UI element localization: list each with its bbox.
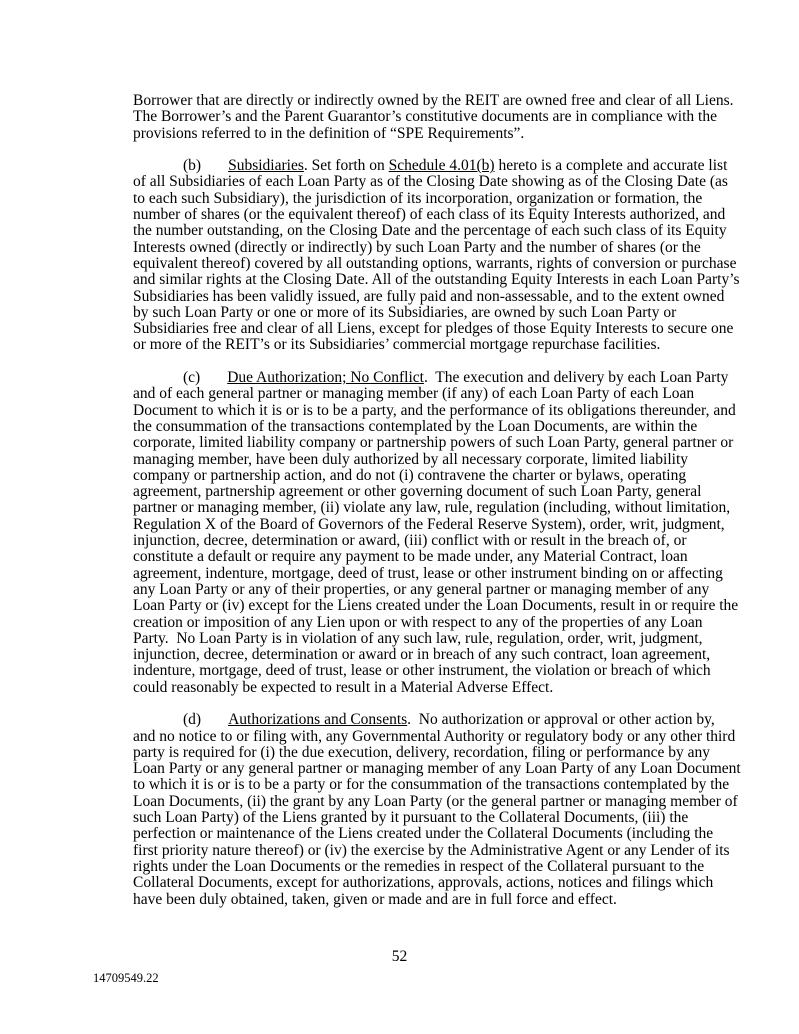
text-line: Document to which it is or is to be a party, and the performance of its obligations thereunder, and <box>133 401 736 419</box>
text-line: could reasonably be expected to result in a Material Adverse Effect. <box>133 678 554 696</box>
text-line: and of each general partner or managing member (if any) of each Loan Party of each Loan <box>133 385 695 403</box>
text-line: injunction, decree, determination or award, (iii) conflict with or result in the breach of, or <box>133 532 687 550</box>
document-reference-number: 14709549.22 <box>93 971 159 985</box>
text-line: (c) Due Authorization; No Conflict. The execution and delivery by each Loan Party <box>183 369 729 387</box>
text-line: and no notice to or filing with, any Governmental Authority or regulatory body or any other third <box>133 727 736 745</box>
text-line: indenture, mortgage, deed of trust, lease or other instrument, the violation or breach of which <box>133 662 711 680</box>
text-line: Interests owned (directly or indirectly) by such Loan Party and the number of shares (or the <box>133 238 701 256</box>
paragraph-subsection-b <box>133 157 740 354</box>
text-line: number of shares (or the equivalent thereof) of each class of its Equity Interests authorized, and <box>133 206 726 224</box>
text-line: partner or managing member, (ii) violate any law, rule, regulation (including, without limitation, <box>133 499 731 517</box>
text-line: the number outstanding, on the Closing Date and the percentage of each such class of its Equity <box>133 222 727 240</box>
text-line: have been duly obtained, taken, given or made and are in full force and effect. <box>133 890 617 908</box>
text-line: the consummation of the transactions contemplated by the Loan Documents, are within the <box>133 417 698 435</box>
text-line: Loan Party or any general partner or managing member of any Loan Party of any Loan Document <box>133 760 741 778</box>
paragraph-continuation <box>133 92 734 142</box>
text-line: to each such Subsidiary), the jurisdiction of its incorporation, organization or formation, the <box>133 189 703 207</box>
text-line: (d) Authorizations and Consents. No authorization or approval or other action by, <box>183 711 715 729</box>
text-line: any Loan Party or any of their properties, or any general partner or managing member of any <box>133 580 710 598</box>
text-line: Party. No Loan Party is in violation of any such law, rule, regulation, order, writ, judgment, <box>133 629 703 647</box>
text-line: constitute a default or require any payment to be made under, any Material Contract, loan <box>133 548 688 566</box>
document-body <box>133 92 741 924</box>
paragraph-subsection-c <box>133 369 739 696</box>
text-line: agreement, partnership agreement or other governing document of such Loan Party, general <box>133 483 702 501</box>
text-line: Loan Party or (iv) except for the Liens created under the Loan Documents, result in or require the <box>133 597 739 615</box>
text-line: injunction, decree, determination or award or in breach of any such contract, loan agreement, <box>133 646 711 664</box>
text-line: Subsidiaries free and clear of all Liens, except for pledges of those Equity Interests to secure one <box>133 320 734 338</box>
text-line: corporate, limited liability company or partnership powers of such Loan Party, general partner or <box>133 434 734 452</box>
text-line: and similar rights at the Closing Date. All of the outstanding Equity Interests in each Loan Party’s <box>133 271 740 289</box>
text-line: company or partnership action, and do not (i) contravene the charter or bylaws, operating <box>133 466 687 484</box>
text-line: first priority nature thereof) or (iv) the exercise by the Administrative Agent or any Lender of its <box>133 841 730 859</box>
text-line: perfection or maintenance of the Liens created under the Collateral Documents (including the <box>133 825 714 843</box>
text-line: such Loan Party) of the Liens granted by it pursuant to the Collateral Documents, (iii) the <box>133 809 689 827</box>
text-line: (b) Subsidiaries. Set forth on Schedule 4.01(b) hereto is a complete and accurate list <box>183 157 728 175</box>
page-number: 52 <box>391 948 408 965</box>
text-line: managing member, have been duly authorized by all necessary corporate, limited liability <box>133 450 689 468</box>
text-line: provisions referred to in the definition of “SPE Requirements”. <box>133 124 525 142</box>
text-line: Borrower that are directly or indirectly owned by the REIT are owned free and clear of all Liens. <box>133 92 734 109</box>
text-line: rights under the Loan Documents or the remedies in respect of the Collateral pursuant to the <box>133 857 705 875</box>
text-line: Subsidiaries has been validly issued, are fully paid and non-assessable, and to the extent owned <box>133 287 725 305</box>
text-line: agreement, indenture, mortgage, deed of trust, lease or other instrument binding on or affecting <box>133 564 723 582</box>
text-line: or more of the REIT’s or its Subsidiaries’ commercial mortgage repurchase facilities. <box>133 336 661 354</box>
text-line: of all Subsidiaries of each Loan Party as of the Closing Date showing as of the Closing Date (as <box>133 173 728 191</box>
text-line: Regulation X of the Board of Governors of the Federal Reserve System), order, writ, judgment, <box>133 515 725 533</box>
text-line: to which it is or is to be a party or for the consummation of the transactions contemplated by the <box>133 776 730 794</box>
text-line: Collateral Documents, except for authorizations, approvals, actions, notices and filings which <box>133 874 714 892</box>
text-line: by such Loan Party or one or more of its Subsidiaries, are owned by such Loan Party or <box>133 303 677 321</box>
text-line: Loan Documents, (ii) the grant by any Loan Party (or the general partner or managing member of <box>133 792 738 810</box>
paragraph-subsection-d <box>133 711 741 908</box>
text-line: The Borrower’s and the Parent Guarantor’s constitutive documents are in compliance with the <box>133 108 717 126</box>
text-line: creation or imposition of any Lien upon or with respect to any of the properties of any Loan <box>133 613 703 631</box>
text-line: party is required for (i) the due execution, delivery, recordation, filing or performance by any <box>133 743 711 761</box>
text-line: equivalent thereof) covered by all outstanding options, warrants, rights of conversion or purchase <box>133 254 737 272</box>
